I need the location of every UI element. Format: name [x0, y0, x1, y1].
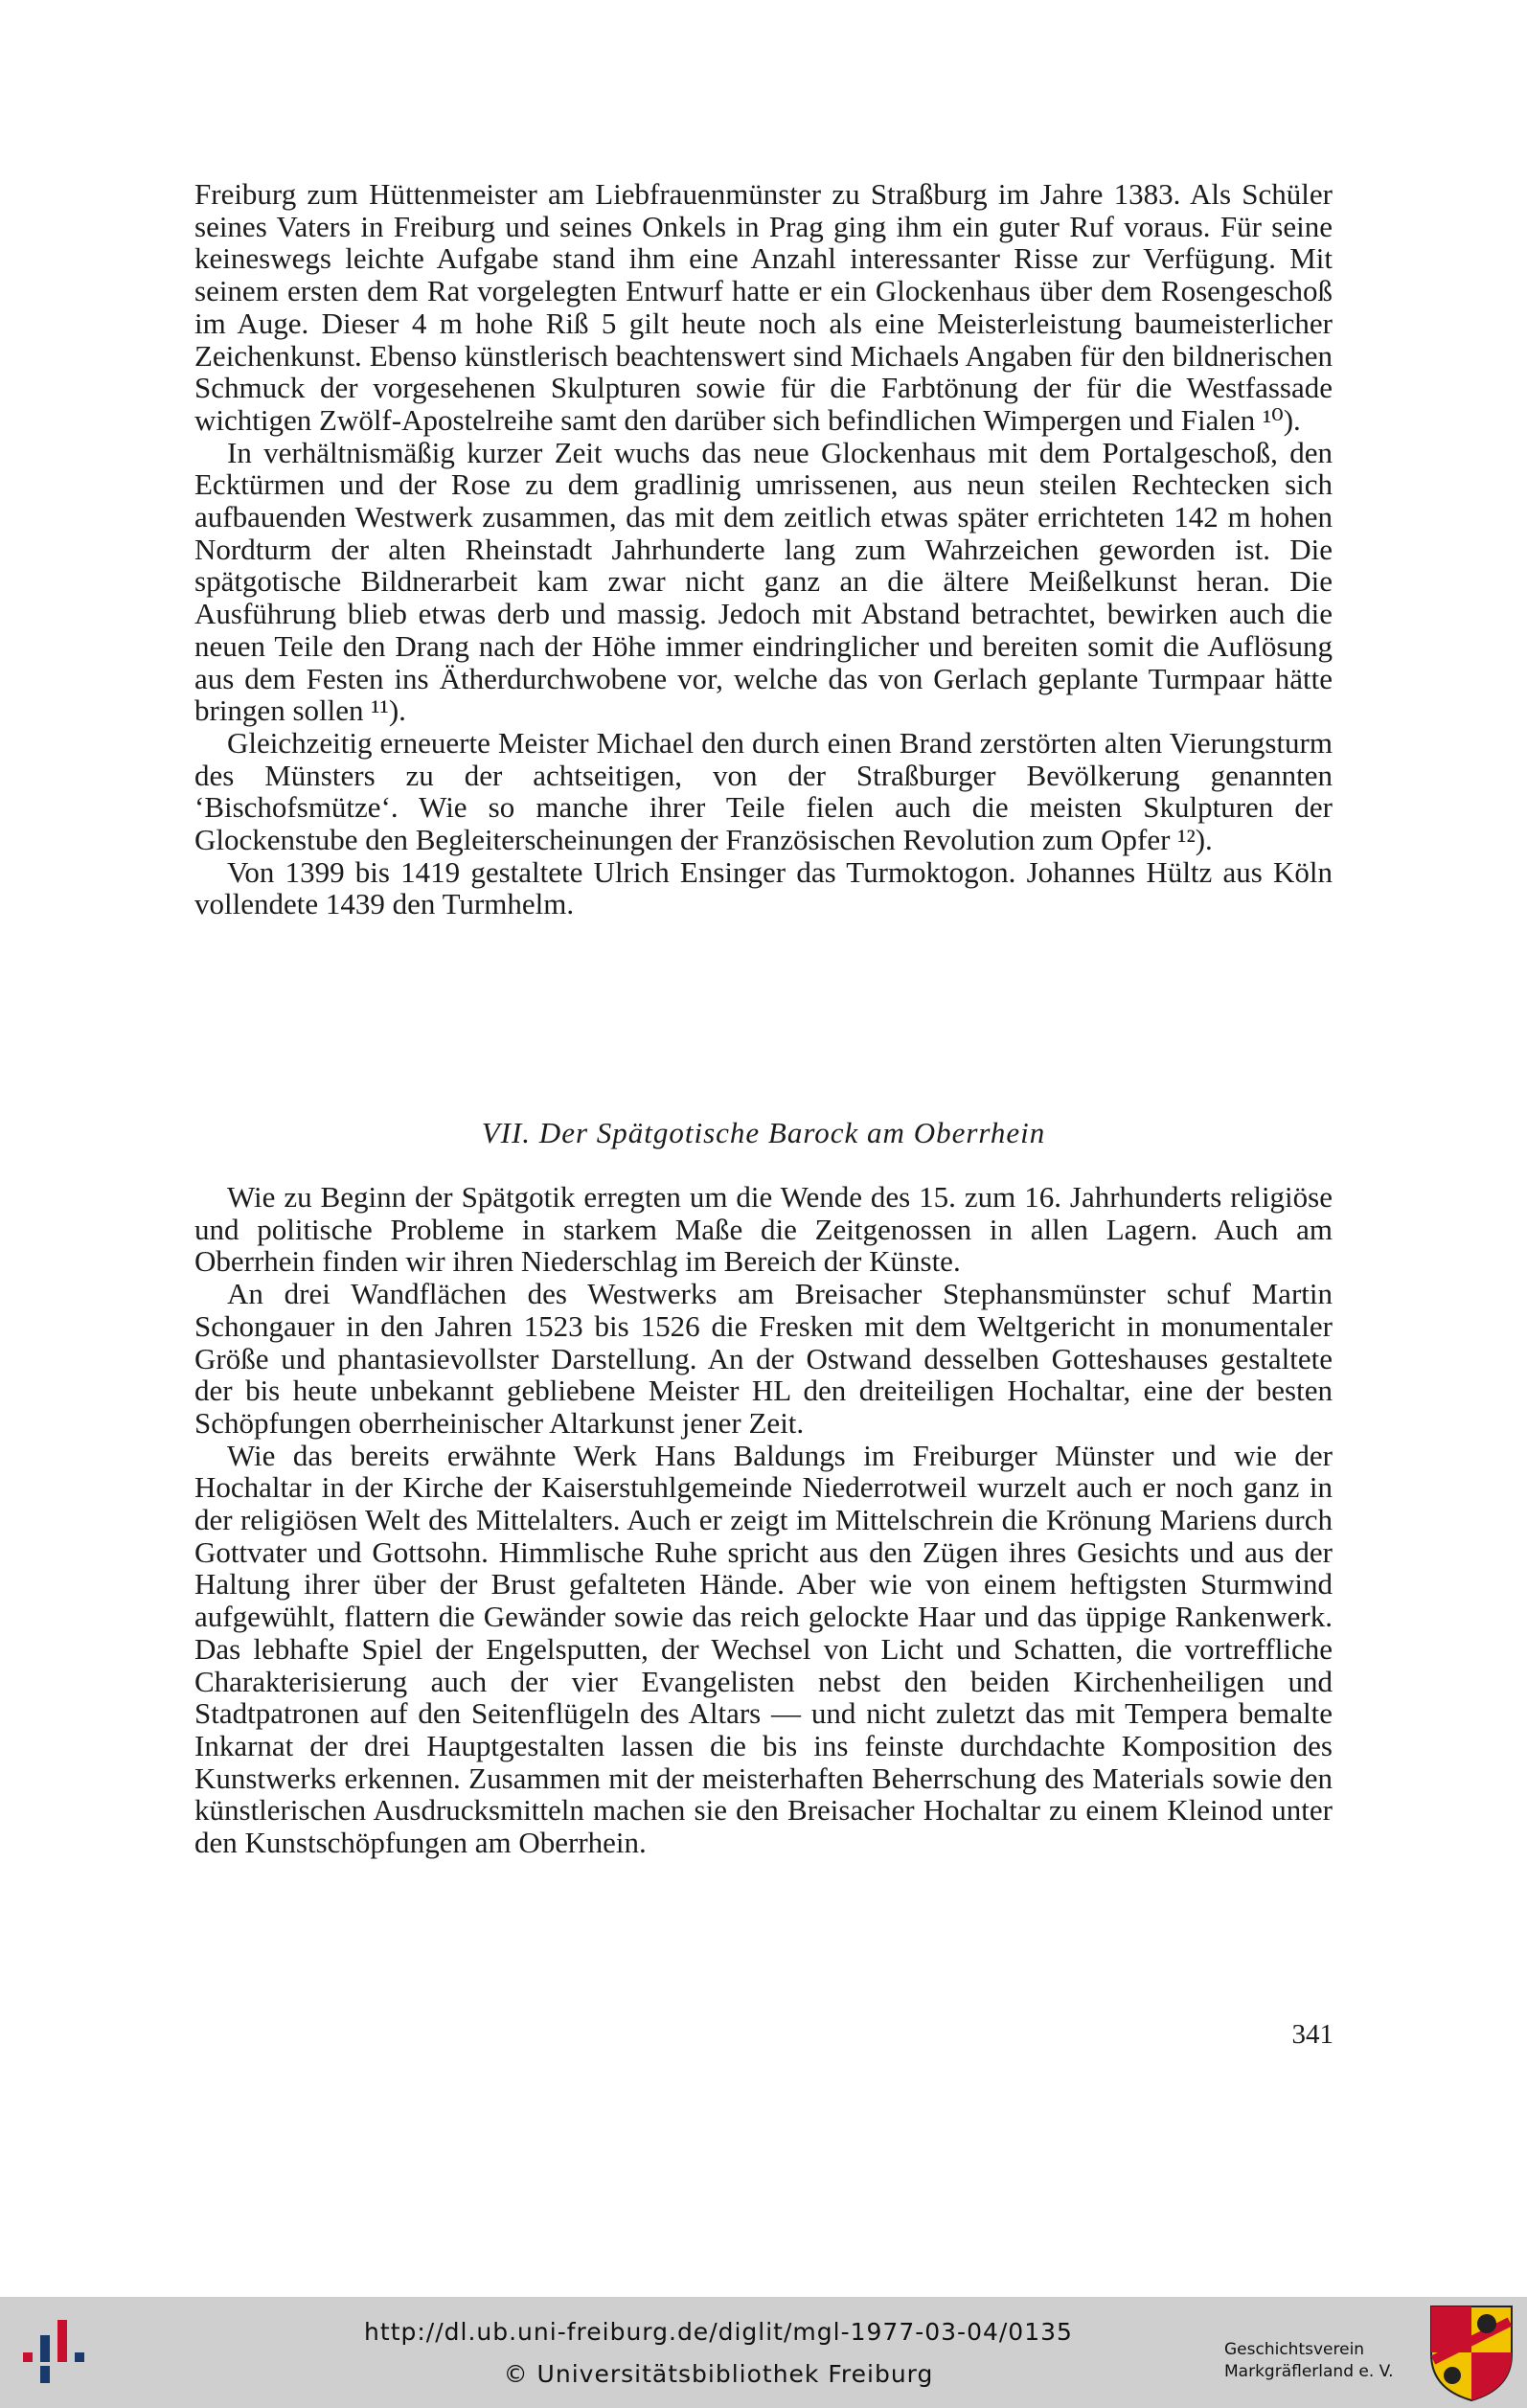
paragraph: An drei Wandflächen des Westwerks am Breisacher Stephansmünster schuf Martin Schongauer in den Jahren 1523 bis 1526 die Fresken mit dem Weltgericht in monumentaler Größe und phantasievollster Darstellung. An der Ostwand desselben Gotteshauses gestaltete der bis heute unbekannt gebliebene Meister HL den dreiteiligen Hochaltar, eine der besten Schöpfungen oberrheinischer Altarkunst jener Zeit.: [194, 1277, 1333, 1440]
page-number: 341: [1291, 2019, 1333, 2050]
paragraph: Wie zu Beginn der Spätgotik erregten um die Wende des 15. zum 16. Jahrhunderts religiöse und politische Probleme in starkem Maße die Zeitgenossen in allen Lagern. Auch am Oberrhein finden wir ihren Niederschlag im Bereich der Künste.: [194, 1180, 1333, 1279]
paragraph: Von 1399 bis 1419 gestaltete Ulrich Ensinger das Turmoktogon. Johannes Hültz aus Köln vollendete 1439 den Turmhelm.: [194, 854, 1333, 921]
society-line-2: Markgräflerland e. V.: [1224, 2362, 1394, 2381]
geschichtsverein-crest-icon[interactable]: [1427, 2303, 1516, 2402]
section-heading: VII. Der Spätgotische Barock am Oberrhein: [481, 1116, 1046, 1149]
footer-copyright: © Universitätsbibliothek Freiburg: [503, 2360, 934, 2388]
ub-freiburg-logo-icon[interactable]: [15, 2306, 102, 2393]
footer-url-link[interactable]: http://dl.ub.uni-freiburg.de/diglit/mgl-1977-03-04/0135: [364, 2318, 1073, 2346]
body-text-bottom: [194, 1181, 1333, 1859]
paragraph: Gleichzeitig erneuerte Meister Michael den durch einen Brand zerstörten alten Vierungsturm des Münsters zu der achtseitigen, von der Straßburger Bevölkerung genannten ‘Bischofsmütze‘. Wie so manche ihrer Teile fielen auch die meisten Skulpturen der Glockenstube den Begleiterscheinungen der Französischen Revolution zum Opfer ¹²).: [194, 725, 1333, 857]
paragraph: In verhältnismäßig kurzer Zeit wuchs das neue Glockenhaus mit dem Portalgeschoß, den Ecktürmen und der Rose zu dem gradlinig umrissenen, aus neun steilen Rechtecken sich aufbauenden Westwerk zusammen, das mit dem zeitlich etwas später errichteten 142 m hohen Nordturm der alten Rheinstadt Jahrhunderte lang zum Wahrzeichen geworden ist. Die spätgotische Bildnerarbeit kam zwar nicht ganz an die ältere Meißelkunst heran. Die Ausführung blieb etwas derb und massig. Jedoch mit Abstand betrachtet, bewirken auch die neuen Teile den Drang nach der Höhe immer eindringlicher und bereiten somit die Auflösung aus dem Festen ins Ätherdurchwobene vor, welche das von Gerlach geplante Turmpaar hätte bringen sollen ¹¹).: [194, 435, 1333, 728]
society-name: [1224, 2339, 1416, 2383]
footer-bar: [0, 2297, 1527, 2408]
paragraph: Wie das bereits erwähnte Werk Hans Baldungs im Freiburger Münster und wie der Hochaltar in der Kirche der Kaiserstuhlgemeinde Niederrotweil wurzelt auch er noch ganz in der religiösen Welt des Mittelalters. Auch er zeigt im Mittelschrein die Krönung Mariens durch Gottvater und Gottsohn. Himmlische Ruhe spricht aus den Zügen ihres Gesichts und aus der Haltung ihrer über der Brust gefalteten Hände. Aber wie von einem heftigsten Sturmwind aufgewühlt, flattern die Gewänder sowie das reich gelockte Haar und das üppige Rankenwerk. Das lebhafte Spiel der Engelsputten, der Wechsel von Licht und Schatten, die vortreffliche Charakterisierung auch der vier Evangelisten nebst den beiden Kirchenheiligen und Stadtpatronen auf den Seitenflügeln des Altars — und nicht zuletzt das mit Tempera bemalte Inkarnat der drei Hauptgestalten lassen die bis ins feinste durchdachte Komposition des Kunstwerks erkennen. Zusammen mit der meisterhaften Beherrschung des Materials sowie den künstlerischen Ausdrucksmitteln machen sie den Breisacher Hochaltar zu einem Kleinod unter den Kunstschöpfungen am Oberrhein.: [194, 1438, 1333, 1860]
body-text-top: [194, 178, 1333, 920]
paragraph: Freiburg zum Hüttenmeister am Liebfrauenmünster zu Straßburg im Jahre 1383. Als Schüler seines Vaters in Freiburg und seines Onkels in Prag ging ihm ein guter Ruf voraus. Für seine keineswegs leichte Aufgabe stand ihm eine Anzahl interessanter Risse zur Verfügung. Mit seinem ersten dem Rat vorgelegten Entwurf hatte er ein Glockenhaus über dem Rosengeschoß im Auge. Dieser 4 m hohe Riß 5 gilt heute noch als eine Meisterleistung baumeisterlicher Zeichenkunst. Ebenso künstlerisch beachtenswert sind Michaels Angaben für den bildnerischen Schmuck der vorgesehenen Skulpturen sowie für die Farbtönung der für die Westfassade wichtigen Zwölf-Apostelreihe samt den darüber sich befindlichen Wimpergen und Fialen ¹⁰).: [194, 177, 1333, 437]
society-line-1: Geschichtsverein: [1224, 2340, 1365, 2359]
